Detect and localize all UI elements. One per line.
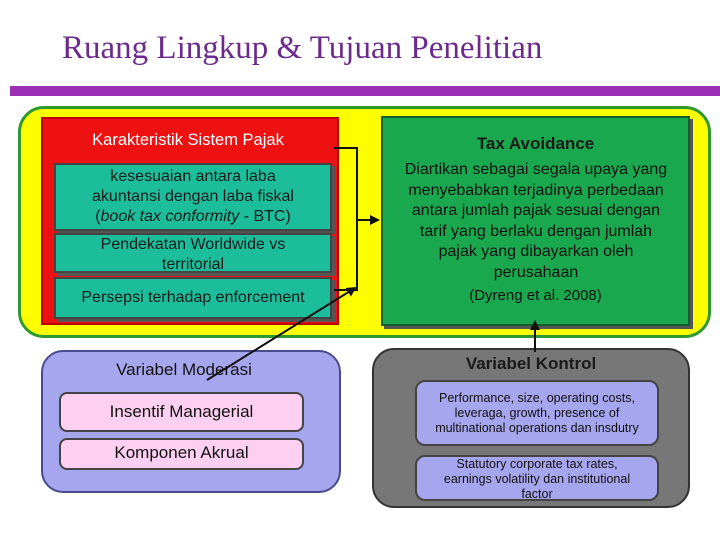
definition-line5: pajak yang dibayarkan oleh (438, 243, 634, 260)
insentif-managerial-item: Insentif Managerial (59, 392, 304, 432)
page-title: Ruang Lingkup & Tujuan Penelitian (62, 30, 543, 66)
moderasi-header: Variabel Moderasi (116, 360, 252, 379)
btc-suffix: - BTC) (239, 208, 291, 225)
bracket-connector (334, 148, 357, 290)
kontrol-item2-line1: Statutory corporate tax rates, (456, 457, 618, 471)
worldwide-line2: territorial (161, 256, 225, 273)
kontrol-header: Variabel Kontrol (465, 354, 597, 373)
worldwide-line1: Pendekatan Worldwide vs (100, 236, 286, 253)
btc-italic: book tax conformity (100, 208, 240, 225)
definition-line1: Diartikan sebagai segala upaya yang (404, 161, 668, 178)
kontrol-item2-line2: earnings volatility dan institutional (443, 472, 631, 486)
kontrol-item2-line3: factor (521, 487, 553, 501)
btc-item-line2: akuntansi dengan laba fiskal (92, 188, 294, 205)
definition-line3: antara jumlah pajak sesuai dengan (411, 202, 661, 219)
kontrol-item1-line3: multinational operations dan insdutry (435, 420, 639, 435)
kontrol-item1-line2: leveraga, growth, presence of (454, 405, 620, 420)
citation: (Dyreng et al. 2008) (469, 287, 602, 304)
kontrol-item1-line1: Performance, size, operating costs, (439, 390, 635, 405)
definition-line6: perusahaan (493, 263, 579, 281)
karakteristik-header: Karakteristik Sistem Pajak (92, 130, 284, 149)
enforcement-item: Persepsi terhadap enforcement (54, 277, 332, 319)
definition-line4: tarif yang berlaku dengan jumlah (419, 222, 653, 240)
definition-line2: menyebabkan terjadinya perbedaan (408, 181, 664, 199)
btc-item-line1: kesesuaian antara laba (110, 168, 276, 185)
komponen-akrual-item: Komponen Akrual (59, 438, 304, 470)
btc-open-paren: ( (95, 208, 101, 225)
moderasi-to-link-arrow (207, 288, 355, 380)
tax-avoidance-header: Tax Avoidance (476, 134, 595, 153)
